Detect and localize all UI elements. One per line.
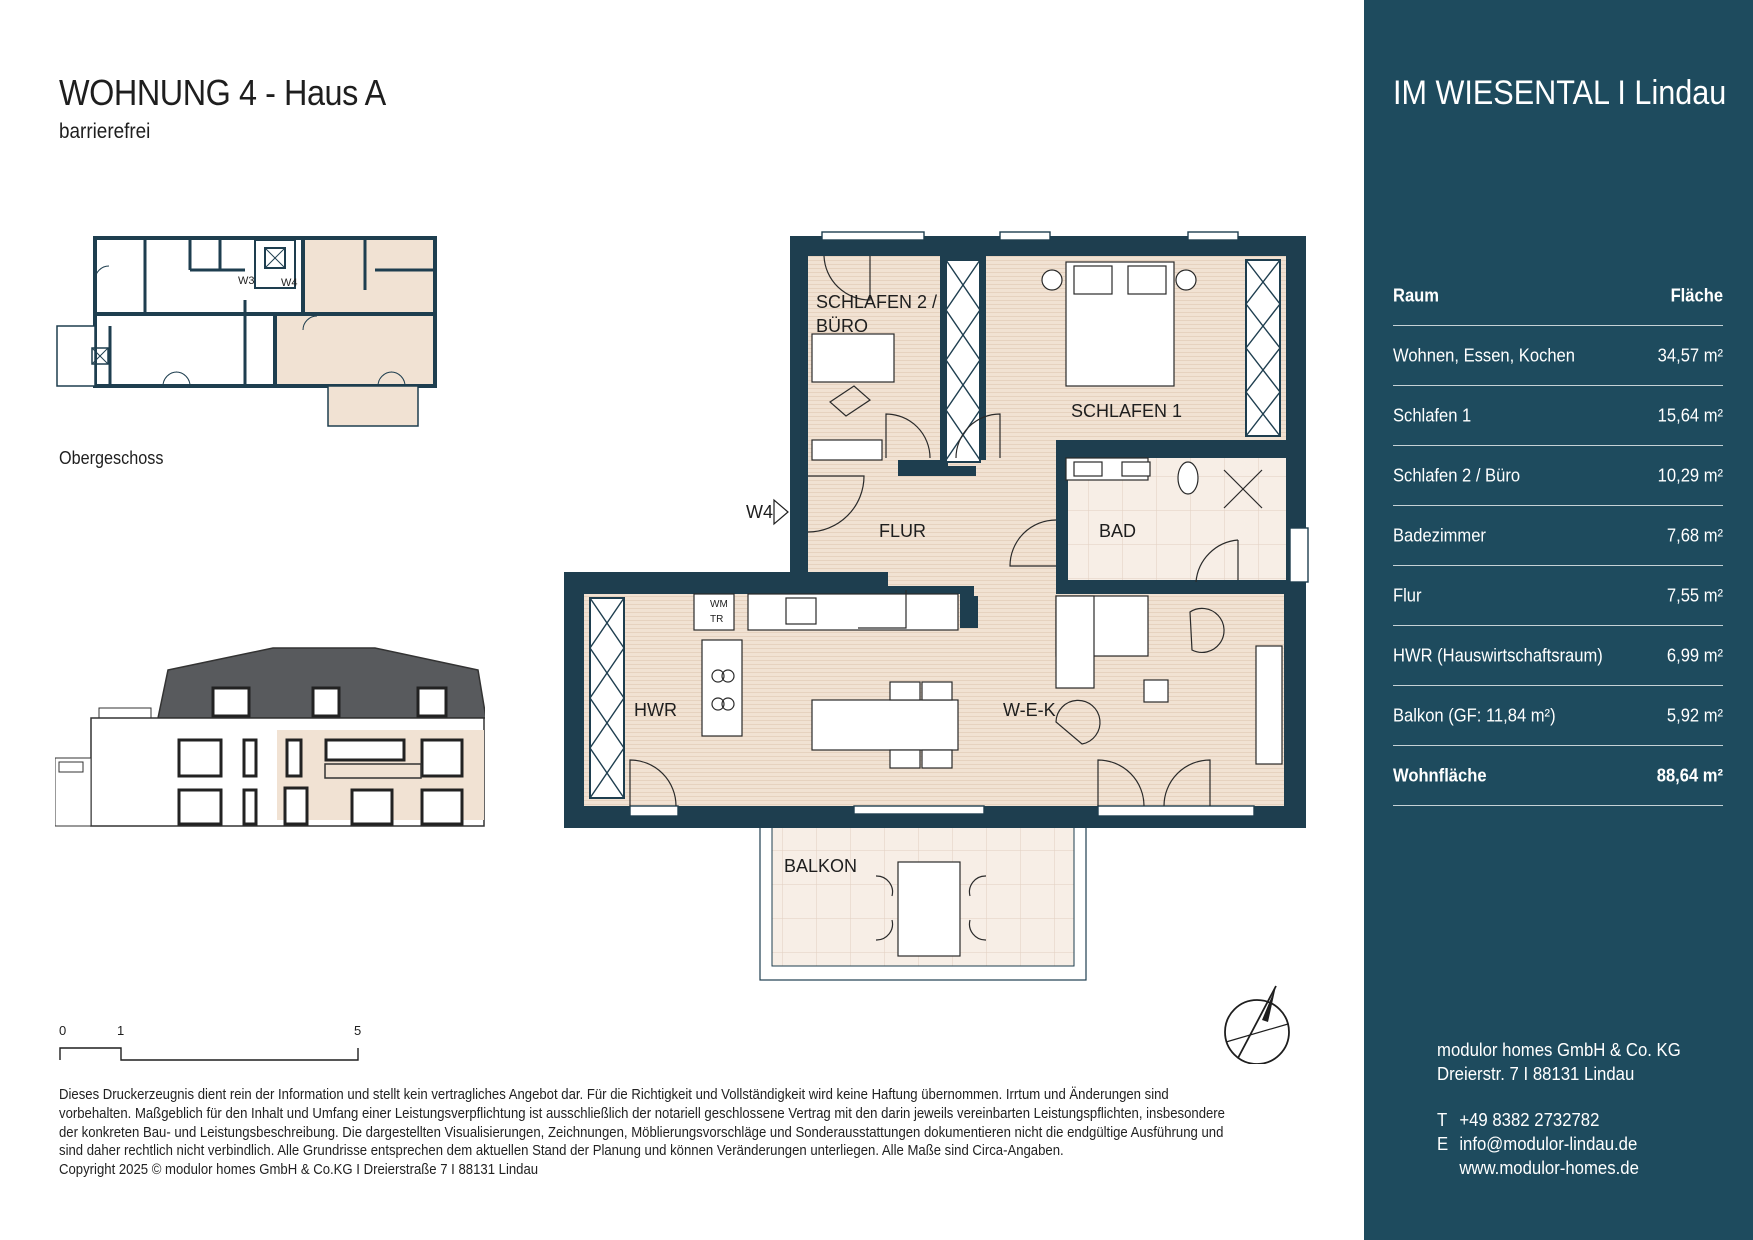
phone-line xyxy=(1437,1108,1681,1132)
scale-tick-5: 5 xyxy=(354,1023,362,1038)
room-area: 7,55 m² xyxy=(1666,585,1723,605)
room-name: Schlafen 2 / Büro xyxy=(1393,465,1521,485)
room-name: Flur xyxy=(1393,585,1422,605)
room-area: 7,68 m² xyxy=(1666,525,1723,545)
room-label-flur: FLUR xyxy=(879,521,927,541)
room-name: Balkon (GF: 11,84 m²) xyxy=(1393,705,1556,725)
room-label-wek: W-E-K xyxy=(1003,700,1056,720)
overview-w4-label: W4 xyxy=(281,277,298,289)
room-label-schlafen1: SCHLAFEN 1 xyxy=(1071,401,1183,421)
table-row xyxy=(1393,626,1723,686)
room-column-header: Raum xyxy=(1393,285,1440,305)
contact-block xyxy=(1437,1038,1681,1180)
room-label-hwr: HWR xyxy=(634,700,677,720)
apartment-floorplan xyxy=(560,226,1320,986)
table-row xyxy=(1393,506,1723,566)
scale-tick-0: 0 xyxy=(59,1023,67,1038)
floor-label: Obergeschoss xyxy=(59,448,164,468)
room-label-schlafen2-line2: BÜRO xyxy=(816,316,869,336)
table-row xyxy=(1393,326,1723,386)
table-row xyxy=(1393,686,1723,746)
room-area: 15,64 m² xyxy=(1657,405,1723,425)
website-link[interactable]: www.modulor-homes.de xyxy=(1459,1158,1639,1178)
phone-number[interactable]: +49 8382 2732782 xyxy=(1459,1110,1600,1130)
north-arrow-icon xyxy=(1216,984,1296,1064)
disclaimer-line: vorbehalten. Maßgeblich für den Inhalt und Umfang einer Leistungsverpflichtung ist ausschließlich der notariell geschlossene Vertrag mit den darin jeweils vereinbarten Leistungspflichten, insbesondere xyxy=(59,1105,1225,1122)
scale-bar xyxy=(59,1018,379,1068)
table-row xyxy=(1393,386,1723,446)
room-area: 10,29 m² xyxy=(1657,465,1723,485)
room-label-balkon: BALKON xyxy=(784,856,858,876)
company-address: Dreierstr. 7 I 88131 Lindau xyxy=(1437,1064,1635,1084)
scale-tick-1: 1 xyxy=(117,1023,125,1038)
area-table xyxy=(1393,266,1723,806)
area-column-header: Fläche xyxy=(1670,285,1723,305)
legal-disclaimer xyxy=(59,1086,1274,1180)
appliance-label-tr: TR xyxy=(710,614,724,625)
area-table-header xyxy=(1393,266,1723,326)
info-sidebar xyxy=(1364,0,1753,1240)
page-title: WOHNUNG 4 - Haus A xyxy=(59,72,386,113)
room-name: Wohnen, Essen, Kochen xyxy=(1393,345,1575,365)
project-title: IM WIESENTAL I Lindau xyxy=(1393,74,1727,112)
copyright-line: Copyright 2025 © modulor homes GmbH & Co.KG I Dreierstraße 7 I 88131 Lindau xyxy=(59,1162,539,1179)
disclaimer-line: sind daher rechtlich nicht verbindlich. Alle Grundrisse entsprechen dem aktuellen Stand der Planung und können Veränderungen unterliegen. Alle Maße sind Circa-Angaben. xyxy=(59,1143,1064,1160)
phone-key: T xyxy=(1437,1110,1448,1130)
table-row xyxy=(1393,446,1723,506)
room-name: HWR (Hauswirtschaftsraum) xyxy=(1393,645,1603,665)
appliance-label-wm: WM xyxy=(710,599,728,610)
room-label-schlafen2-line1: SCHLAFEN 2 / xyxy=(816,292,938,312)
disclaimer-line: Dieses Druckerzeugnis dient rein der Information und stellt kein vertragliches Angebot dar. Für die Richtigkeit und Vollständigkeit wird keine Haftung übernommen. Irrtum und Änderungen sind xyxy=(59,1087,1169,1103)
email-link[interactable]: info@modulor-lindau.de xyxy=(1459,1134,1638,1154)
table-row xyxy=(1393,566,1723,626)
room-area: 6,99 m² xyxy=(1666,645,1723,665)
room-area: 34,57 m² xyxy=(1657,345,1723,365)
page-subtitle: barrierefrei xyxy=(59,120,151,143)
room-area: 5,92 m² xyxy=(1666,705,1723,725)
elevation-drawing xyxy=(55,640,485,830)
overview-floorplan xyxy=(55,230,485,450)
disclaimer-line: der konkreten Bau- und Leistungsbeschreibung. Die dargestellten Visualisierungen, Zeichnungen, Möblierungsvorschläge und Sonderausstattungen dokumentieren nicht die endgültige Ausführung und xyxy=(59,1124,1224,1141)
room-name: Badezimmer xyxy=(1393,525,1486,545)
entrance-label-w4: W4 xyxy=(746,502,773,522)
email-key: E xyxy=(1437,1134,1449,1154)
total-label: Wohnfläche xyxy=(1393,765,1487,785)
total-row xyxy=(1393,746,1723,806)
room-name: Schlafen 1 xyxy=(1393,405,1472,425)
web-line xyxy=(1437,1156,1681,1180)
overview-w3-label: W3 xyxy=(238,275,255,287)
company-name: modulor homes GmbH & Co. KG xyxy=(1437,1040,1681,1060)
total-area: 88,64 m² xyxy=(1656,765,1723,785)
email-line xyxy=(1437,1132,1681,1156)
room-label-bad: BAD xyxy=(1099,521,1137,541)
